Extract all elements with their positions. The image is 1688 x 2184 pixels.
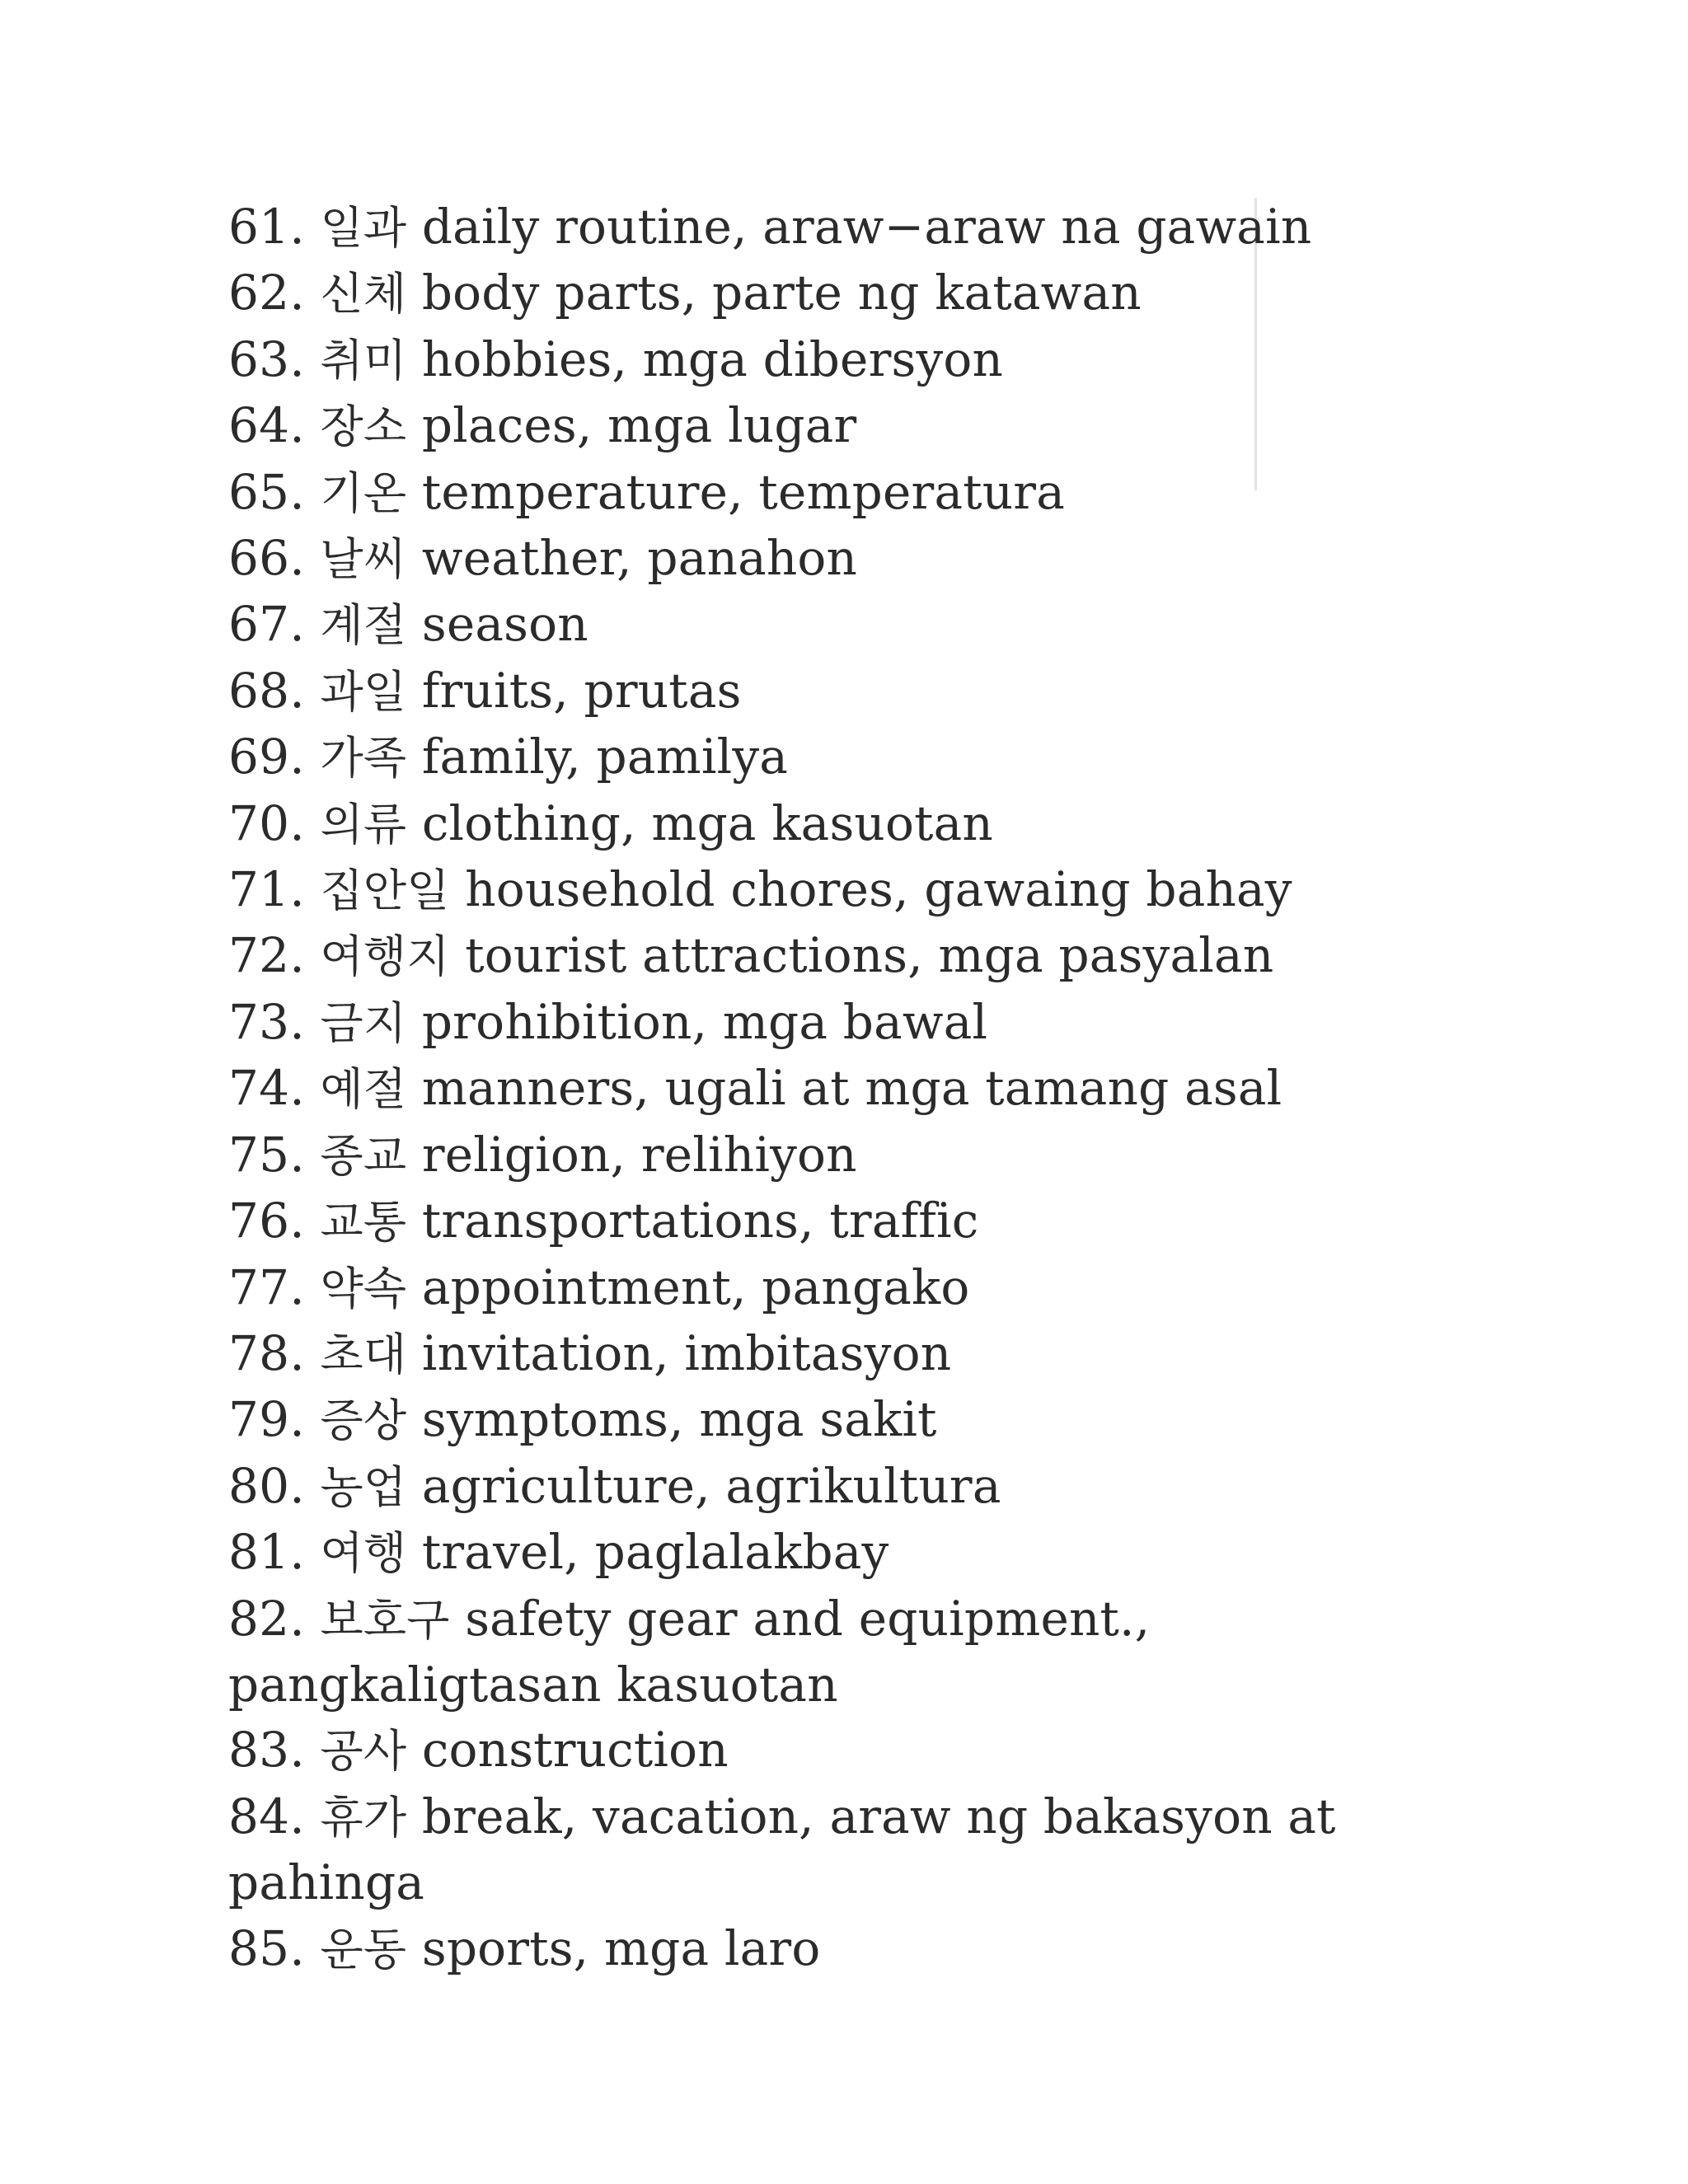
list-item	[228, 1122, 1514, 1188]
list-item	[228, 260, 1514, 326]
list-item	[228, 1454, 1514, 1520]
item-number: 80.	[228, 1457, 305, 1514]
translation: fruits, prutas	[421, 662, 742, 719]
korean-term: 보호구	[320, 1593, 450, 1646]
list-item	[228, 857, 1514, 923]
korean-term: 의류	[320, 798, 407, 851]
item-number: 85.	[228, 1919, 305, 1976]
korean-term: 금지	[320, 996, 407, 1049]
korean-term: 초대	[320, 1328, 407, 1380]
item-number: 70.	[228, 794, 305, 851]
item-number: 81.	[228, 1524, 305, 1581]
translation: clothing, mga kasuotan	[421, 794, 993, 851]
list-item	[228, 460, 1514, 526]
translation: sports, mga laro	[421, 1919, 821, 1976]
translation: season	[421, 596, 588, 653]
translation: appointment, pangako	[421, 1258, 970, 1315]
translation: temperature, temperatura	[421, 463, 1065, 520]
translation: body parts, parte ng katawan	[421, 265, 1142, 321]
item-number: 84.	[228, 1788, 305, 1844]
translation: symptoms, mga sakit	[421, 1391, 937, 1448]
list-item	[228, 1321, 1514, 1387]
korean-term: 과일	[320, 665, 407, 718]
korean-term: 장소	[320, 401, 407, 453]
korean-term: 여행지	[320, 930, 450, 983]
vocabulary-list	[228, 194, 1514, 1982]
item-number: 64.	[228, 397, 305, 454]
list-item	[228, 1056, 1514, 1122]
list-item	[228, 526, 1514, 592]
translation: agriculture, agrikultura	[421, 1457, 1001, 1514]
korean-term: 예절	[320, 1063, 407, 1116]
list-item	[228, 791, 1514, 857]
translation: religion, relihiyon	[421, 1126, 857, 1183]
list-item	[228, 724, 1514, 790]
translation: safety gear and equipment., pangkaligtasan kasuotan	[228, 1590, 1165, 1713]
korean-term: 날씨	[320, 533, 407, 586]
item-number: 77.	[228, 1258, 305, 1315]
translation: daily routine, araw−araw na gawain	[421, 199, 1312, 255]
korean-term: 약속	[320, 1262, 407, 1315]
item-number: 78.	[228, 1324, 305, 1381]
item-number: 69.	[228, 729, 305, 785]
list-item	[228, 923, 1514, 989]
item-number: 63.	[228, 330, 305, 387]
list-item	[228, 1520, 1514, 1586]
item-number: 65.	[228, 463, 305, 520]
korean-term: 신체	[320, 268, 407, 321]
korean-term: 가족	[320, 732, 407, 785]
translation: household chores, gawaing bahay	[465, 861, 1292, 918]
list-item	[228, 1916, 1514, 1982]
list-item	[228, 990, 1514, 1056]
translation: manners, ugali at mga tamang asal	[421, 1060, 1282, 1117]
korean-term: 계절	[320, 599, 407, 652]
translation: weather, panahon	[421, 530, 858, 587]
item-number: 79.	[228, 1391, 305, 1448]
item-number: 73.	[228, 993, 305, 1050]
item-number: 83.	[228, 1722, 305, 1779]
translation: places, mga lugar	[421, 397, 857, 454]
korean-term: 교통	[320, 1196, 407, 1249]
translation: prohibition, mga bawal	[421, 993, 988, 1050]
list-item	[228, 1586, 1514, 1718]
korean-term: 증상	[320, 1394, 407, 1447]
korean-term: 기온	[320, 466, 407, 519]
item-number: 76.	[228, 1193, 305, 1249]
list-item	[228, 1188, 1514, 1254]
korean-term: 집안일	[320, 865, 450, 917]
list-item	[228, 1784, 1514, 1916]
translation: break, vacation, araw ng bakasyon at pahinga	[228, 1788, 1352, 1911]
korean-term: 일과	[320, 202, 407, 254]
item-number: 82.	[228, 1590, 305, 1647]
translation: transportations, traffic	[421, 1193, 979, 1249]
list-item	[228, 658, 1514, 724]
item-number: 72.	[228, 927, 305, 984]
item-number: 71.	[228, 861, 305, 918]
item-number: 68.	[228, 662, 305, 719]
korean-term: 농업	[320, 1460, 407, 1513]
korean-term: 여행	[320, 1527, 407, 1580]
translation: tourist attractions, mga pasyalan	[465, 927, 1274, 984]
translation: construction	[421, 1722, 729, 1779]
item-number: 75.	[228, 1126, 305, 1183]
translation: travel, paglalakbay	[421, 1524, 889, 1581]
list-item	[228, 327, 1514, 393]
korean-term: 종교	[320, 1129, 407, 1182]
item-number: 66.	[228, 530, 305, 587]
list-item	[228, 1718, 1514, 1783]
list-item	[228, 194, 1514, 260]
korean-term: 운동	[320, 1923, 407, 1975]
item-number: 61.	[228, 199, 305, 255]
item-number: 62.	[228, 265, 305, 321]
korean-term: 공사	[320, 1725, 407, 1778]
translation: invitation, imbitasyon	[421, 1324, 952, 1381]
item-number: 74.	[228, 1060, 305, 1117]
list-item	[228, 1255, 1514, 1321]
korean-term: 취미	[320, 334, 407, 387]
korean-term: 휴가	[320, 1791, 407, 1844]
item-number: 67.	[228, 596, 305, 653]
list-item	[228, 393, 1514, 459]
translation: hobbies, mga dibersyon	[421, 330, 1004, 387]
list-item	[228, 592, 1514, 658]
list-item	[228, 1387, 1514, 1453]
translation: family, pamilya	[421, 729, 789, 785]
